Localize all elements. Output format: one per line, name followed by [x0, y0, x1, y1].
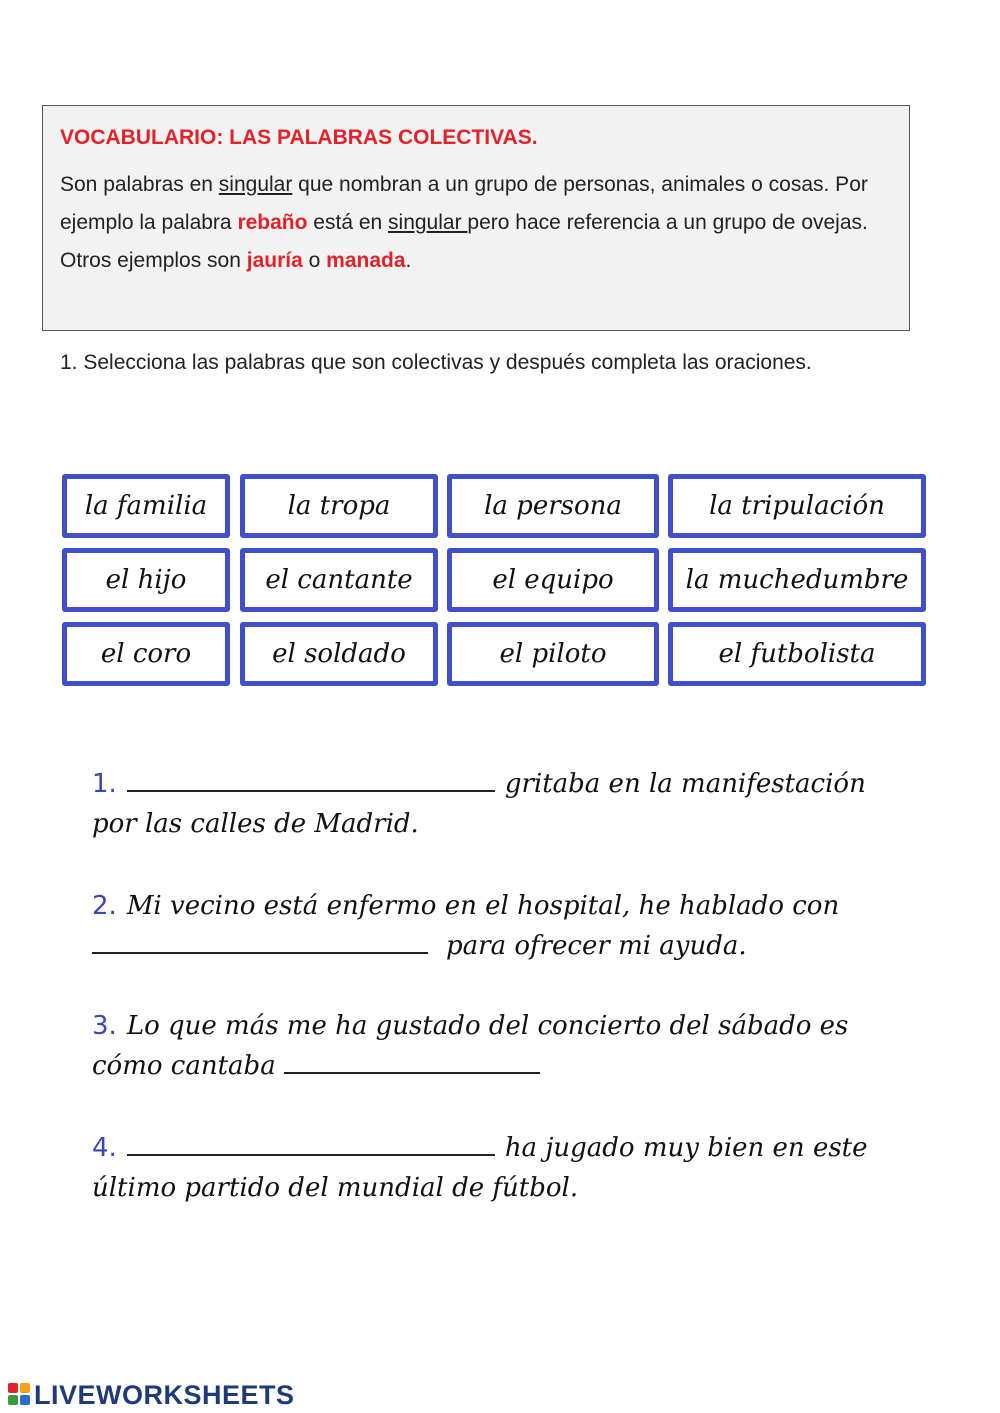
info-box — [42, 105, 910, 331]
word-card[interactable]: la tripulación — [668, 474, 926, 538]
info-text — [60, 166, 891, 280]
answer-blank[interactable] — [127, 764, 495, 792]
exercise-instruction: 1. Selecciona las palabras que son colectivas y después completa las oraciones. — [60, 351, 812, 374]
sentence-1 — [92, 764, 892, 844]
underlined-word: singular — [388, 211, 468, 234]
sentence-3 — [92, 1006, 892, 1086]
example-word: manada — [326, 249, 406, 272]
info-text-part: pero hace referencia a un grupo de ovejas. Otros ejemplos son — [60, 211, 868, 272]
info-text-part: que nombran a un grupo de personas, animales o cosas. Por ejemplo la palabra — [60, 173, 868, 234]
example-word: rebaño — [237, 211, 308, 234]
sentence-2 — [92, 886, 892, 966]
word-card[interactable]: el piloto — [447, 622, 659, 686]
sentence-text: Mi vecino está enfermo en el hospital, he hablado con — [126, 891, 840, 921]
info-text-part: Son palabras en — [60, 173, 219, 196]
word-card[interactable]: la tropa — [240, 474, 438, 538]
sentence-number: 1. — [92, 769, 117, 799]
sentence-number: 4. — [92, 1133, 117, 1163]
underlined-word: singular — [218, 173, 293, 196]
sentence-text: para ofrecer mi ayuda. — [446, 931, 747, 961]
info-title: VOCABULARIO: LAS PALABRAS COLECTIVAS. — [60, 126, 538, 149]
word-card[interactable]: el soldado — [240, 622, 438, 686]
sentence-4 — [92, 1128, 892, 1208]
word-card[interactable]: la muchedumbre — [668, 548, 926, 612]
footer-brand — [8, 1378, 295, 1412]
answer-blank[interactable] — [284, 1046, 540, 1074]
sentence-text: Lo que más me ha gustado del concierto del sábado es cómo cantaba — [92, 1011, 849, 1081]
sentence-text: gritaba en la manifestación por las calles de Madrid. — [92, 769, 866, 839]
liveworksheets-logo-icon — [8, 1383, 32, 1407]
info-text-part: . — [405, 249, 412, 272]
word-card[interactable]: la persona — [447, 474, 659, 538]
word-card[interactable]: la familia — [62, 474, 230, 538]
brand-name: LIVEWORKSHEETS — [34, 1379, 295, 1410]
example-word: jauría — [246, 249, 303, 272]
word-card[interactable]: el futbolista — [668, 622, 926, 686]
word-card[interactable]: el coro — [62, 622, 230, 686]
answer-blank[interactable] — [127, 1128, 495, 1156]
word-card[interactable]: el cantante — [240, 548, 438, 612]
answer-blank[interactable] — [92, 926, 428, 954]
word-card[interactable]: el hijo — [62, 548, 230, 612]
info-text-part: o — [302, 249, 327, 272]
info-text-part: está en — [307, 211, 389, 234]
word-selection-grid — [62, 474, 926, 688]
sentence-number: 3. — [92, 1011, 117, 1041]
sentence-number: 2. — [92, 891, 117, 921]
word-card[interactable]: el equipo — [447, 548, 659, 612]
sentence-text: ha jugado muy bien en este último partido del mundial de fútbol. — [92, 1133, 868, 1203]
